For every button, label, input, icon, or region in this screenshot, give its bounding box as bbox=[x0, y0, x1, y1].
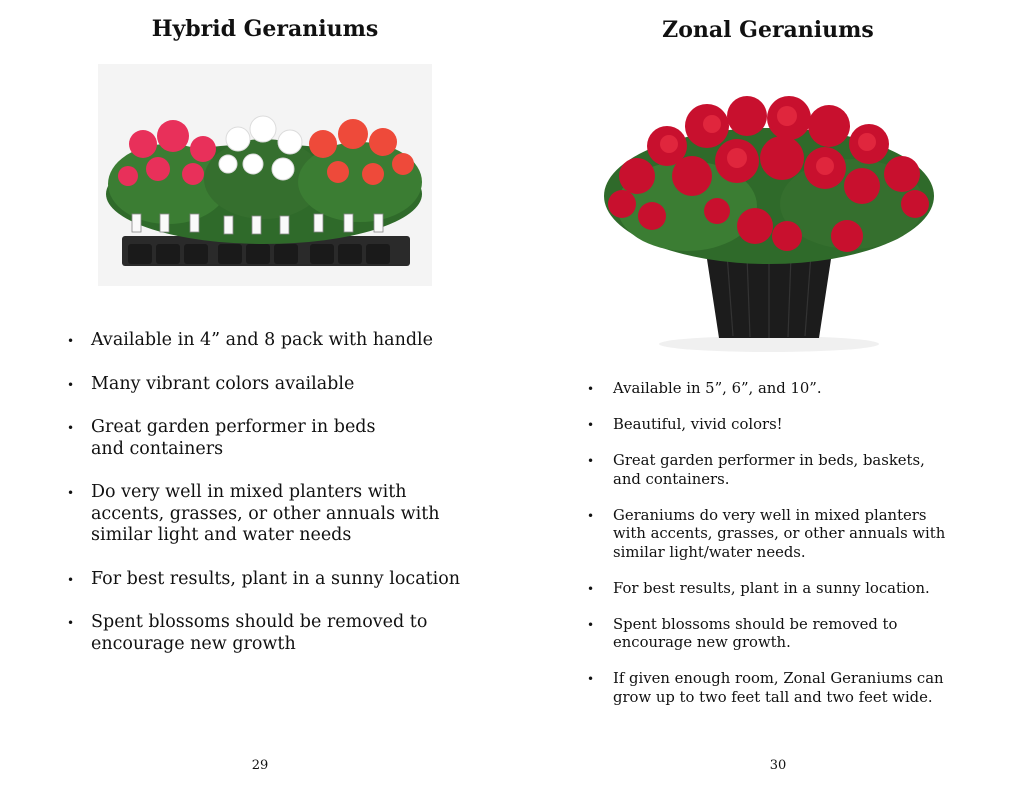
right-page bbox=[512, 0, 1024, 791]
list-item-text: encourage new growth. bbox=[613, 634, 791, 651]
list-item-text: and containers bbox=[91, 438, 224, 459]
list-item-text: For best results, plant in a sunny location. bbox=[613, 579, 930, 597]
list-item-text: with accents, grasses, or other annuals with bbox=[613, 525, 946, 542]
list-item-text: Many vibrant colors available bbox=[91, 373, 355, 394]
list-item-text: Do very well in mixed planters with bbox=[91, 482, 407, 502]
list-item-text: Great garden performer in beds, baskets, bbox=[613, 452, 925, 469]
list-item bbox=[613, 452, 963, 489]
zonal-bullet-list bbox=[613, 380, 963, 725]
list-item-text: encourage new growth bbox=[91, 633, 296, 654]
list-item-text: Great garden performer in beds bbox=[91, 417, 376, 437]
list-item bbox=[91, 482, 491, 547]
list-item-text: similar light and water needs bbox=[91, 525, 352, 545]
list-item-text: Beautiful, vivid colors! bbox=[613, 416, 783, 433]
list-item-text: grow up to two feet tall and two feet wide. bbox=[613, 688, 933, 706]
list-item-text: Spent blossoms should be removed to bbox=[91, 612, 428, 632]
list-item-text: similar light/water needs. bbox=[613, 543, 806, 561]
list-item-text: Available in 5”, 6”, and 10”. bbox=[613, 380, 822, 397]
list-item-text: Geraniums do very well in mixed planters bbox=[613, 506, 927, 524]
list-item bbox=[613, 380, 963, 399]
list-item bbox=[613, 670, 963, 707]
zonal-geraniums-photo bbox=[597, 86, 939, 352]
list-item-text: Spent blossoms should be removed to bbox=[613, 615, 898, 633]
list-item-text: If given enough room, Zonal Geraniums can bbox=[613, 670, 944, 687]
list-item-text: accents, grasses, or other annuals with bbox=[91, 503, 440, 524]
list-item bbox=[613, 616, 963, 653]
list-item bbox=[91, 612, 491, 655]
list-item bbox=[613, 416, 963, 435]
hybrid-bullet-list bbox=[91, 330, 491, 677]
list-item bbox=[613, 580, 963, 599]
list-item-text: Available in 4” and 8 pack with handle bbox=[91, 330, 434, 350]
list-item bbox=[91, 417, 491, 460]
list-item-text: and containers. bbox=[613, 470, 730, 488]
page-number: 29 bbox=[251, 758, 269, 773]
hybrid-geraniums-photo bbox=[98, 64, 432, 286]
list-item bbox=[91, 330, 491, 352]
list-item bbox=[91, 374, 491, 396]
page-title-zonal: Zonal Geraniums bbox=[662, 17, 874, 43]
list-item bbox=[613, 507, 963, 563]
list-item bbox=[91, 569, 491, 591]
page-number: 30 bbox=[769, 758, 787, 773]
list-item-text: For best results, plant in a sunny location bbox=[91, 568, 461, 589]
page-title-hybrid: Hybrid Geraniums bbox=[151, 16, 379, 42]
